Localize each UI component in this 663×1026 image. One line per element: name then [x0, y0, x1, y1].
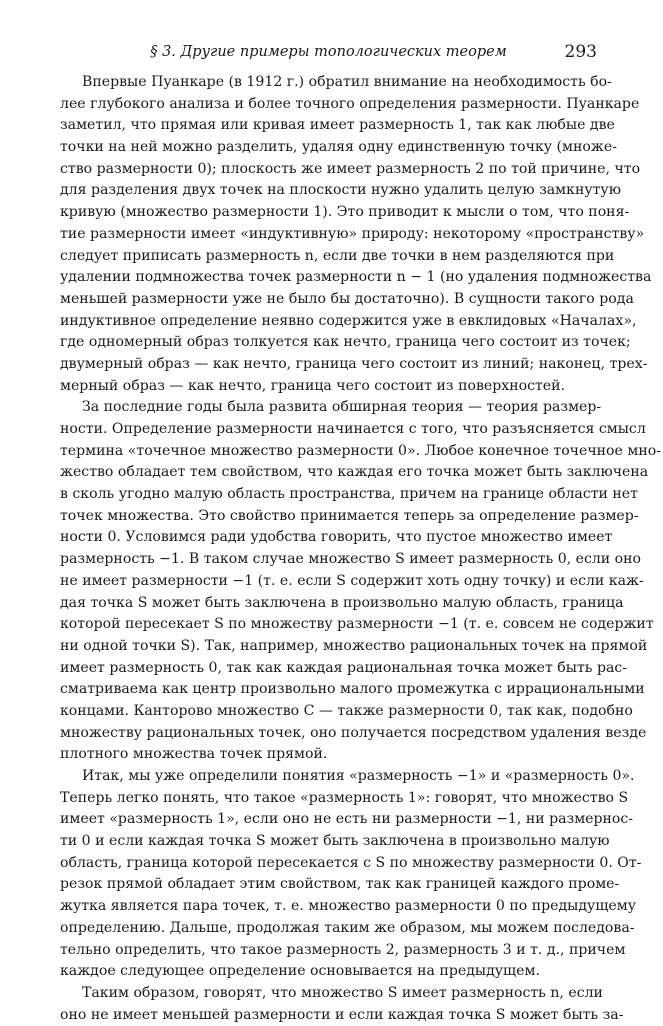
text-line: точек множества. Это свойство принимается теперь за определение размер- [60, 507, 639, 524]
text-line: Впервые Пуанкаре (в 1912 г.) обратил внимание на необходимость бо- [82, 74, 612, 90]
text-line: ти 0 и если каждая точка S может быть заключена в произвольно малую [60, 833, 610, 850]
text-line: которой пересекает S по множеству размерности −1 (т. е. совсем не содержит [60, 616, 654, 633]
page-number: 293 [564, 42, 597, 62]
text-line: не имеет размерности −1 (т. е. если S содержит хоть одну точку) и если каж- [60, 572, 644, 589]
text-line: точки на ней можно разделить, удаляя одну единственную точку (множе- [60, 139, 617, 156]
text-line: Итак, мы уже определили понятия «размерность −1» и «размерность 0». [82, 768, 635, 784]
text-line: имеет «размерность 1», если оно не есть ни размерности −1, ни размернос- [60, 811, 634, 828]
text-line: За последние годы была развита обширная теория — теория размер- [82, 399, 602, 416]
text-line: в сколь угодно малую область пространства, причем на границе области нет [60, 486, 638, 503]
text-line: жество обладает тем свойством, что каждая его точка может быть заключена [60, 464, 649, 481]
text-line: размерность −1. В таком случае множество S имеет размерность 0, если оно [60, 551, 642, 568]
text-line: удалении подмножества точек размерности n − 1 (но удаления подмножества [60, 269, 652, 286]
text-line: меньшей размерности уже не было бы достаточно). В сущности такого рода [60, 290, 634, 307]
text-line: двумерный образ — как нечто, граница чего состоит из линий; наконец, трех- [60, 355, 648, 372]
text-line: резок прямой обладает этим свойством, так как границей каждого проме- [60, 876, 620, 893]
text-line: ности. Определение размерности начинается с того, что разъясняется смысл [60, 421, 646, 437]
text-line: плотного множества точек прямой. [60, 746, 328, 763]
text-line: заметил, что прямая или кривая имеет размерность 1, так как любые две [60, 117, 615, 134]
text-line: имеет размерность 0, так как каждая рациональная точка может быть рас- [60, 659, 628, 676]
text-line: ство размерности 0); плоскость же имеет размерность 2 по той причине, что [60, 160, 641, 177]
running-head [60, 40, 597, 68]
text-line: следует приписать размерность n, если две точки в нем разделяются при [60, 247, 615, 264]
text-line: тельно определить, что такое размерность 2, размерность 3 и т. д., причем [60, 941, 626, 958]
text-line: концами. Канторово множество C — также размерности 0, так как, подобно [60, 702, 633, 719]
text-line: определению. Дальше, продолжая таким же образом, мы можем последова- [60, 919, 635, 936]
text-line: область, граница которой пересекается с S по множеству размерности 0. От- [60, 854, 642, 871]
text-line: мерный образ — как нечто, граница чего состоит из поверхностей. [60, 377, 565, 394]
text-line: сматриваема как центр произвольно малого промежутка с иррациональными [60, 681, 645, 698]
text-line: каждое следующее определение основывается на предыдущем. [60, 963, 540, 980]
text-line: Теперь легко понять, что такое «размерность 1»: говорят, что множество S [60, 789, 629, 806]
running-title: § 3. Другие примеры топологических теорем [150, 44, 507, 60]
body-text [60, 72, 661, 1026]
text-line: термина «точечное множество размерности 0». Любое конечное точечное мно- [60, 442, 661, 459]
text-line: лее глубокого анализа и более точного определения размерности. Пуанкаре [60, 95, 640, 112]
text-line: жутка является пара точек, т. е. множество размерности 0 по предыдущему [60, 898, 637, 915]
text-line: тие размерности имеет «индуктивную» природу: некоторому «пространству» [60, 225, 645, 242]
text-line: множеству рациональных точек, оно получается посредством удаления везде [60, 724, 647, 741]
text-line: индуктивное определение неявно содержится уже в евклидовых «Началах», [60, 312, 637, 329]
text-line: Таким образом, говорят, что множество S имеет размерность n, если [82, 984, 603, 1001]
text-line: ности 0. Условимся ради удобства говорить, что пустое множество имеет [60, 529, 613, 546]
text-line: оно не имеет меньшей размерности и если каждая точка S может быть за- [60, 1006, 624, 1023]
text-line: кривую (множество размерности 1). Это приводит к мысли о том, что поня- [60, 204, 630, 221]
text-line: для разделения двух точек на плоскости нужно удалить целую замкнутую [60, 182, 621, 199]
text-line: ни одной точки S). Так, например, множество рациональных точек на прямой [60, 637, 648, 654]
text-line: дая точка S может быть заключена в произвольно малую область, граница [60, 594, 624, 611]
text-line: где одномерный образ толкуется как нечто, граница чего состоит из точек; [60, 334, 631, 351]
book-page [60, 40, 661, 1026]
